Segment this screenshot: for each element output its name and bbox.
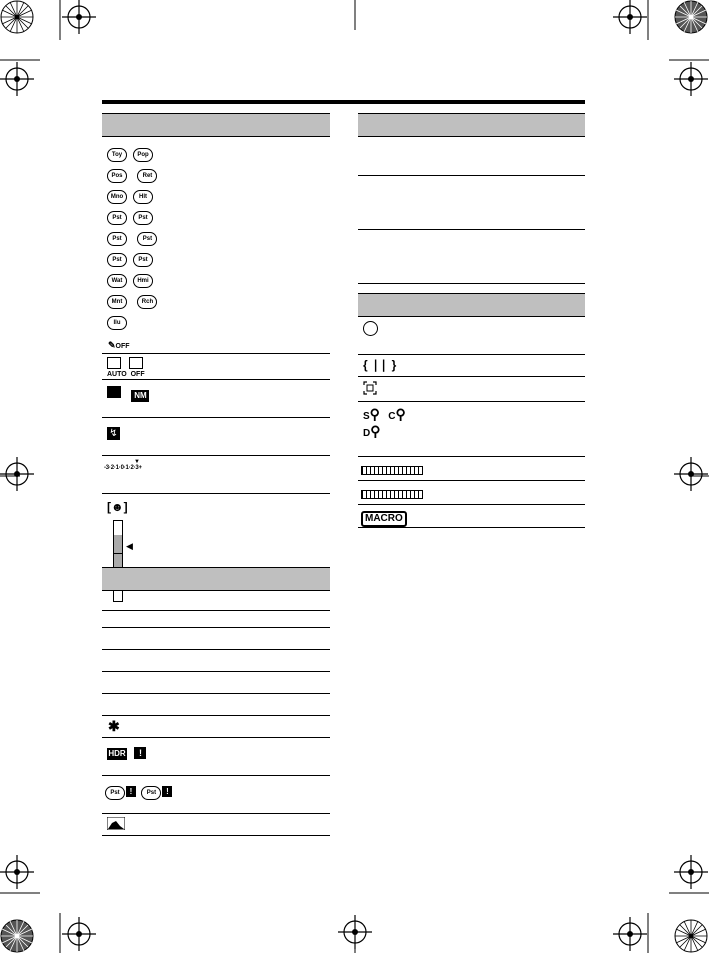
flash-off-icon: ↯ bbox=[102, 418, 176, 441]
af-area-bracket-icon: { ∣∣ } bbox=[363, 358, 399, 372]
smile-shutter-icon: [☻] bbox=[107, 500, 128, 514]
zoom-icons: S⚲ C⚲ D⚲ bbox=[363, 406, 406, 439]
flash-mode-icons: NM bbox=[102, 380, 176, 403]
picture-effect-icons: Toy PopPos RetMno Hlt Pst PstPst PstPst Pst Wat HmiMnt RchIlu bbox=[102, 143, 176, 332]
macro-icon: MACRO bbox=[358, 505, 431, 527]
hdr-warning-icon: HDR ! bbox=[102, 738, 176, 761]
smile-level-gauge: ◀ bbox=[113, 520, 123, 602]
ev-scale-icon: ▼ -3·2·1·0·1·2·3+ bbox=[104, 459, 142, 471]
effect-off-icon: ✎OFF bbox=[108, 340, 130, 350]
auto-frame-icons: AUTO OFF bbox=[102, 354, 176, 378]
effect-warning-icons: Pst ! Pst ! bbox=[102, 776, 176, 800]
asterisk-icon: ✱ bbox=[108, 718, 120, 734]
